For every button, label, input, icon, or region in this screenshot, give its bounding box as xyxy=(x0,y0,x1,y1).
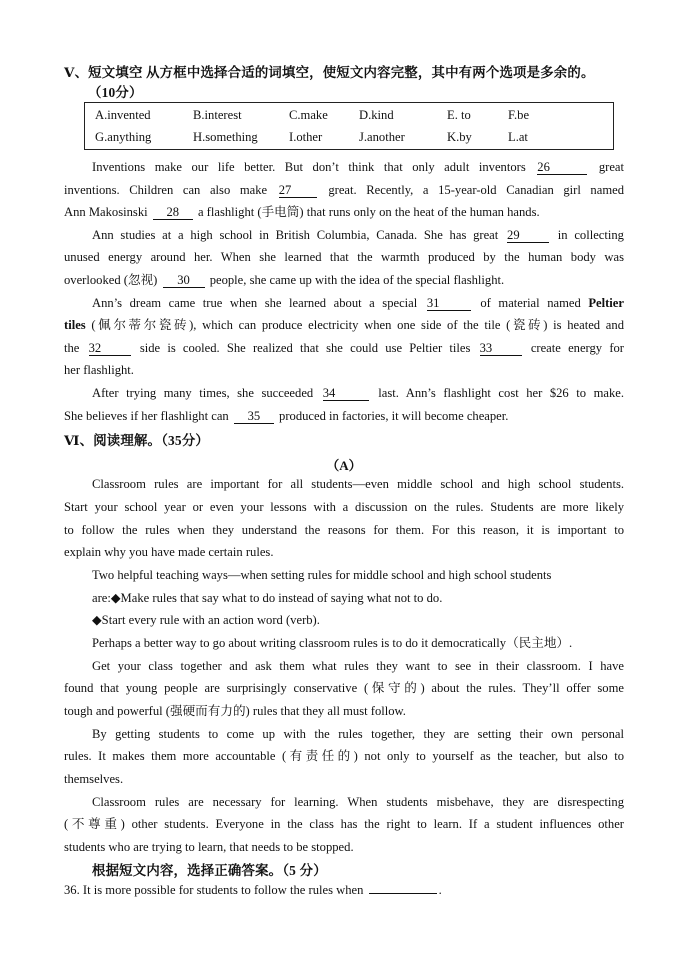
text: great. Recently, a 15-year-old Canadian girl named xyxy=(328,183,625,197)
text: of material named xyxy=(480,296,581,310)
reading-line: By getting students to come up with the rules together, they are setting their own personal xyxy=(92,727,624,741)
reading-line: found that young people are surprisingly conservative (保守的) about the rules. They’ll offer some xyxy=(64,681,624,695)
passage-line xyxy=(64,385,624,401)
reading-line: Get your class together and ask them what rules they want to see in their classroom. I have xyxy=(92,659,624,673)
option-g: G.anything xyxy=(95,130,152,144)
reading-line: ◆Start every rule with an action word (verb). xyxy=(92,613,320,627)
text: side is cooled. She realized that she could use Peltier tiles xyxy=(139,341,471,355)
question-36 xyxy=(64,882,624,898)
blank-29[interactable]: 29 xyxy=(507,229,549,243)
passage-line xyxy=(64,295,624,311)
section-5-title: Ⅴ、短文填空 从方框中选择合适的词填空，使短文内容完整，其中有两个选项是多余的。 xyxy=(64,65,595,80)
section-6-title: Ⅵ、阅读理解。（35分） xyxy=(64,433,210,448)
option-f: F.be xyxy=(508,108,530,122)
reading-line: Perhaps a better way to go about writing classroom rules is to do it democratically（民主地）. xyxy=(92,636,573,650)
reading-line: are:◆Make rules that say what to do instead of saying what not to do. xyxy=(92,591,443,605)
passage-line xyxy=(64,159,624,175)
reading-line: rules. It makes them more accountable (有责任的) not only to yourself as the teacher, but also to xyxy=(64,749,624,763)
text: (佩尔蒂尔瓷砖), which can produce electricity when one side of the tile (瓷砖) is heated and xyxy=(91,318,624,332)
blank-34[interactable]: 34 xyxy=(323,387,369,401)
blank-27[interactable]: 27 xyxy=(279,184,317,198)
text: Ann’s dream came true when she learned about a special xyxy=(92,296,418,310)
blank-35[interactable]: 35 xyxy=(234,410,274,424)
option-j: J.another xyxy=(359,130,405,144)
option-l: L.at xyxy=(508,130,528,144)
text: overlooked (忽视) xyxy=(64,273,158,287)
reading-line: themselves. xyxy=(64,772,124,786)
blank-32[interactable]: 32 xyxy=(89,342,131,356)
passage-line xyxy=(64,227,624,243)
text: Inventions make our life better. But don’t think that only adult inventors xyxy=(92,160,526,174)
option-h: H.something xyxy=(193,130,258,144)
option-e: E. to xyxy=(447,108,471,122)
passage-line xyxy=(64,408,624,424)
option-d: D.kind xyxy=(359,108,394,122)
option-b: B.interest xyxy=(193,108,242,122)
text: inventions. Children can also make xyxy=(64,183,268,197)
reading-line: Classroom rules are important for all students—even middle school and high school students. xyxy=(92,477,624,491)
question-36-blank[interactable] xyxy=(369,893,437,894)
reading-line: to follow the rules when they understand the reasons for them. For this reason, it is important to xyxy=(64,523,624,537)
questions-instruction: 根据短文内容，选择正确答案。（5 分） xyxy=(92,863,327,878)
reading-line: tough and powerful (强硬而有力的) rules that they all must follow. xyxy=(64,704,406,718)
question-36-text: 36. It is more possible for students to follow the rules when xyxy=(64,883,364,897)
text: Ann Makosinski xyxy=(64,205,148,219)
passage-a-label: （A） xyxy=(326,458,362,473)
text: great xyxy=(598,160,625,174)
text: Ann studies at a high school in British Columbia, Canada. She has great xyxy=(92,228,499,242)
text: produced in factories, it will become cheaper. xyxy=(279,409,509,423)
passage-line: unused energy around her. When she learned that the warmth produced by the human body was xyxy=(64,250,624,264)
text: a flashlight (手电筒) that runs only on the heat of the human hands. xyxy=(197,205,540,219)
reading-line: explain why you have made certain rules. xyxy=(64,545,274,559)
text: She believes if her flashlight can xyxy=(64,409,229,423)
passage-line xyxy=(64,272,624,288)
text: people, she came up with the idea of the special flashlight. xyxy=(209,273,505,287)
passage-line: her flashlight. xyxy=(64,363,134,377)
passage-line xyxy=(64,182,624,198)
reading-line: students who are trying to learn, that needs to be stopped. xyxy=(64,840,354,854)
text: create energy for xyxy=(530,341,625,355)
term-tiles: tiles xyxy=(64,318,86,332)
reading-line: Start your school year or even your lessons with a discussion on the rules. Students are more likely xyxy=(64,500,624,514)
section-5-score: （10分） xyxy=(88,85,143,100)
reading-line: Two helpful teaching ways—when setting rules for middle school and high school students xyxy=(92,568,552,582)
option-a: A.invented xyxy=(95,108,151,122)
option-k: K.by xyxy=(447,130,472,144)
text: the xyxy=(64,341,80,355)
blank-28[interactable]: 28 xyxy=(153,206,193,220)
blank-30[interactable]: 30 xyxy=(163,274,205,288)
term-peltier: Peltier xyxy=(588,296,624,310)
blank-26[interactable]: 26 xyxy=(537,161,587,175)
blank-33[interactable]: 33 xyxy=(480,342,522,356)
passage-line xyxy=(64,317,624,333)
blank-31[interactable]: 31 xyxy=(427,297,471,311)
word-option-box xyxy=(84,102,614,150)
option-c: C.make xyxy=(289,108,328,122)
passage-line xyxy=(64,340,624,356)
option-i: I.other xyxy=(289,130,323,144)
text: After trying many times, she succeeded xyxy=(92,386,314,400)
text: . xyxy=(438,883,442,897)
text: last. Ann’s flashlight cost her $26 to make. xyxy=(378,386,624,400)
text: in collecting xyxy=(557,228,624,242)
passage-line xyxy=(64,204,624,220)
reading-line: Classroom rules are necessary for learning. When students misbehave, they are disrespecting xyxy=(92,795,624,809)
reading-line: (不尊重) other students. Everyone in the class has the right to learn. If a student influences other xyxy=(64,817,624,831)
